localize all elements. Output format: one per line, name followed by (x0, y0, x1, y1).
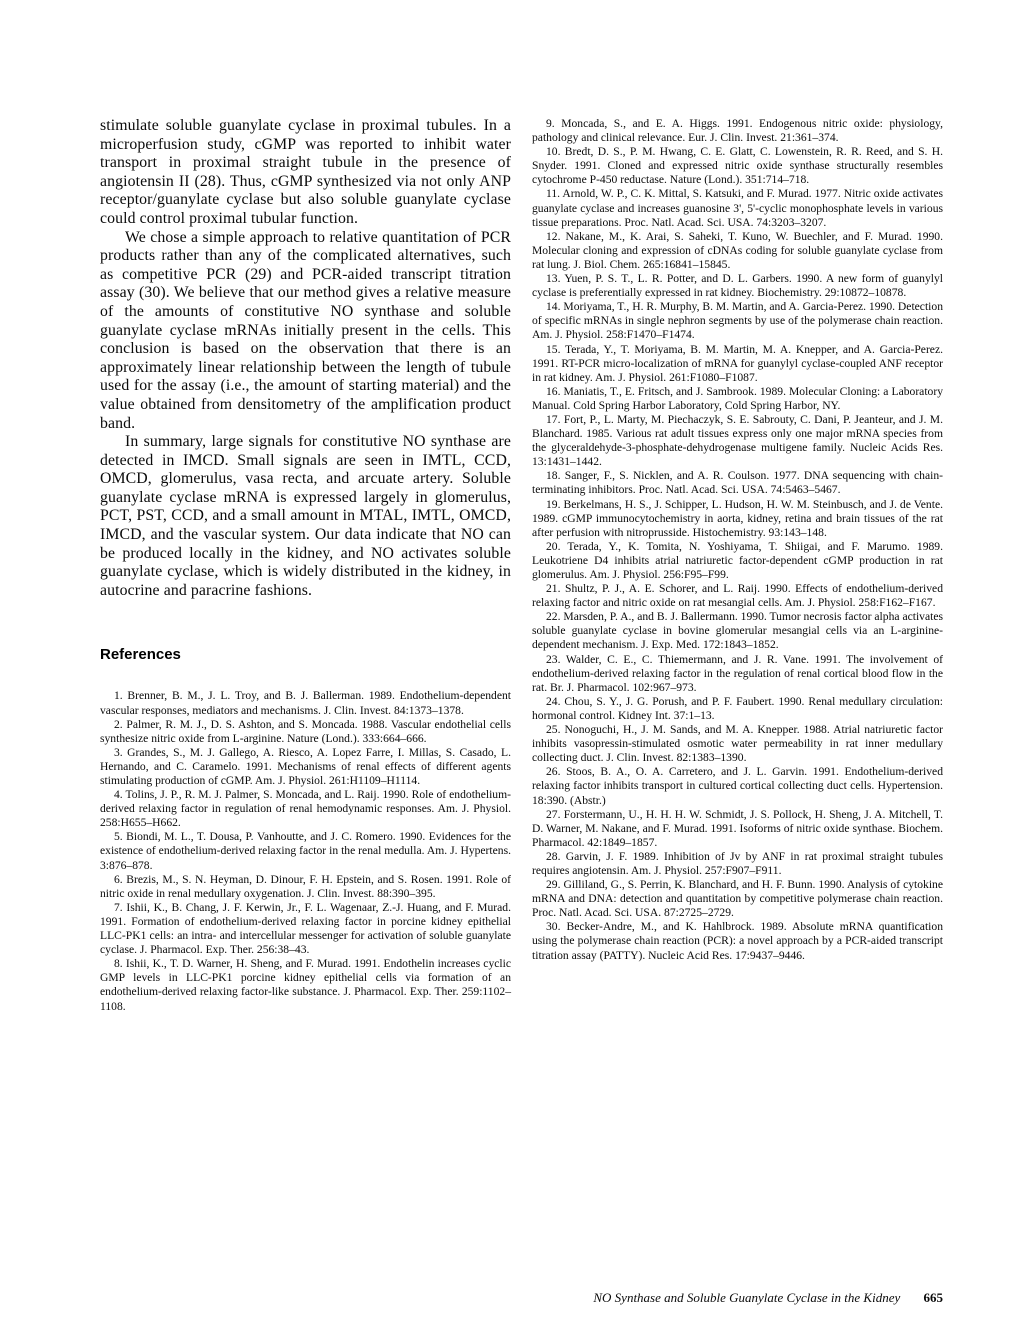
reference-item: 22. Marsden, P. A., and B. J. Ballermann. 1990. Tumor necrosis factor alpha activates soluble guanylate cyclase in bovine glomerular mesangial cells via an L-arginine-dependent mechanism. J. Exp. Med. 172:1843–1852. (532, 610, 943, 652)
reference-item: 15. Terada, Y., T. Moriyama, B. M. Martin, M. A. Knepper, and A. Garcia-Perez. 1991. RT-PCR micro-localization of mRNA for guanylyl cyclase-coupled ANF receptor in rat kidney. Am. J. Physiol. 261:F1080–F1087. (532, 342, 943, 384)
reference-item: 2. Palmer, R. M. J., D. S. Ashton, and S. Moncada. 1988. Vascular endothelial cells synthesize nitric oxide from L-arginine. Nature (Lond.). 333:664–666. (100, 717, 511, 745)
reference-item: 14. Moriyama, T., H. R. Murphy, B. M. Martin, and A. Garcia-Perez. 1990. Detection of specific mRNAs in single nephron segments by use of the polymerase chain reaction. Am. J. Physiol. 258:F1470–F1474. (532, 300, 943, 342)
reference-item: 20. Terada, Y., K. Tomita, N. Yoshiyama, T. Shiigai, and F. Marumo. 1989. Leukotriene D4 inhibits atrial natriuretic factor-dependent cGMP production in rat glomerulus. Am. J. Physiol. 256:F95–F99. (532, 539, 943, 581)
reference-item: 25. Nonoguchi, H., J. M. Sands, and M. A. Knepper. 1988. Atrial natriuretic factor inhibits vasopressin-stimulated osmotic water permeability in rat inner medullary collecting duct. J. Clin. Invest. 82:1383–1390. (532, 723, 943, 765)
reference-item: 17. Fort, P., L. Marty, M. Piechaczyk, S. E. Sabrouty, C. Dani, P. Jeanteur, and J. M. Blanchard. 1985. Various rat adult tissues express only one major mRNA species from the glyceraldehyde-3-phosphate-dehydrogenase multigene family. Nucleic Acids Res. 13:1431–1442. (532, 412, 943, 469)
reference-item: 7. Ishii, K., B. Chang, J. F. Kerwin, Jr., F. L. Wagenaar, Z.-J. Huang, and F. Murad. 1991. Formation of endothelium-derived relaxing factor in porcine kidney epithelial LLC-PK1 cells: an intra- and intercellular messenger for activation of soluble guanylate cyclase. J. Pharmacol. Exp. Ther. 256:38–43. (100, 900, 511, 957)
reference-item: 30. Becker-Andre, M., and K. Hahlbrock. 1989. Absolute mRNA quantification using the polymerase chain reaction (PCR): a novel approach by a PCR-aided transcript titration assay (PATTY). Nucleic Acid Res. 17:9437–9446. (532, 920, 943, 962)
reference-item: 5. Biondi, M. L., T. Dousa, P. Vanhoutte, and J. C. Romero. 1990. Evidences for the existence of endothelium-derived relaxing factor in the renal medulla. Am. J. Hypertens. 3:876–878. (100, 830, 511, 872)
discussion-text (100, 117, 511, 600)
reference-item: 6. Brezis, M., S. N. Heyman, D. Dinour, F. H. Epstein, and S. Rosen. 1991. Role of nitric oxide in renal medullary oxygenation. J. Clin. Invest. 88:390–395. (100, 872, 511, 900)
reference-item: 12. Nakane, M., K. Arai, S. Saheki, T. Kuno, W. Buechler, and F. Murad. 1990. Molecular cloning and expression of cDNAs coding for soluble guanylate cyclase from rat lung. J. Biol. Chem. 265:16841–15845. (532, 229, 943, 271)
reference-item: 26. Stoos, B. A., O. A. Carretero, and J. L. Garvin. 1991. Endothelium-derived relaxing factor inhibits transport in cultured cortical collecting duct cells. Hypertension. 18:390. (Abstr.) (532, 765, 943, 807)
reference-item: 27. Forstermann, U., H. H. H. W. Schmidt, J. S. Pollock, H. Sheng, J. A. Mitchell, T. D. Warner, M. Nakane, and F. Murad. 1991. Isoforms of nitric oxide synthase. Biochem. Pharmacol. 42:1849–1857. (532, 807, 943, 849)
right-column (532, 117, 943, 1014)
reference-item: 10. Bredt, D. S., P. M. Hwang, C. E. Glatt, C. Lowenstein, R. R. Reed, and S. H. Snyder. 1991. Cloned and expressed nitric oxide synthase structurally resembles cytochrome P-450 reductase. Nature (Lond.). 351:714–718. (532, 145, 943, 187)
reference-item: 19. Berkelmans, H. S., J. Schipper, L. Hudson, H. W. M. Steinbusch, and J. de Vente. 1989. cGMP immunocytochemistry in aorta, kidney, retina and brain tissues of the rat after perfusion with nitroprusside. Histochemistry. 93:143–148. (532, 497, 943, 539)
reference-item: 8. Ishii, K., T. D. Warner, H. Sheng, and F. Murad. 1991. Endothelin increases cyclic GMP levels in LLC-PK1 porcine kidney epithelial cells via formation of an endothelium-derived relaxing factor-like substance. J. Pharmacol. Exp. Ther. 259:1102–1108. (100, 957, 511, 1013)
reference-item: 11. Arnold, W. P., C. K. Mittal, S. Katsuki, and F. Murad. 1977. Nitric oxide activates guanylate cyclase and increases guanosine 3', 5'-cyclic monophosphate levels in various tissue preparations. Proc. Natl. Acad. Sci. USA. 74:3203–3207. (532, 187, 943, 229)
body-paragraph: We chose a simple approach to relative quantitation of PCR products rather than any of the complicated alternatives, such as competitive PCR (29) and PCR-aided transcript titration assay (30). We believe that our method gives a relative measure of the amounts of constitutive NO synthase and soluble guanylate cyclase mRNAs initially present in the cells. This conclusion is based on the observation that there is an approximately linear relationship between the length of tubule used for the assay (i.e., the amount of starting material) and the value obtained from densitometry of the amplification product band. (100, 228, 511, 432)
references-list-left (100, 689, 511, 1013)
reference-item: 29. Gilliland, G., S. Perrin, K. Blanchard, and H. F. Bunn. 1990. Analysis of cytokine mRNA and DNA: detection and quantitation by competitive polymerase chain reaction. Proc. Natl. Acad. Sci. USA. 87:2725–2729. (532, 878, 943, 920)
left-column (100, 117, 511, 1014)
references-heading: References (100, 646, 181, 664)
body-paragraph-continuation: stimulate soluble guanylate cyclase in proximal tubules. In a microperfusion study, cGMP was reported to inhibit water transport in proximal straight tubule in the presence of angiotensin II (28). Thus, cGMP synthesized via not only ANP receptor/guanylate cyclase but also soluble guanylate cyclase could control proximal tubular function. (100, 117, 511, 227)
page-footer (100, 1290, 943, 1306)
page-number: 665 (923, 1290, 943, 1305)
reference-item: 1. Brenner, B. M., J. L. Troy, and B. J. Ballerman. 1989. Endothelium-dependent vascular responses, mediators and mechanisms. J. Clin. Invest. 84:1373–1378. (100, 689, 511, 717)
reference-item: 9. Moncada, S., and E. A. Higgs. 1991. Endogenous nitric oxide: physiology, pathology and clinical relevance. Eur. J. Clin. Invest. 21:361–374. (532, 117, 943, 145)
reference-item: 18. Sanger, F., S. Nicklen, and A. R. Coulson. 1977. DNA sequencing with chain-terminating inhibitors. Proc. Natl. Acad. Sci. USA. 74:5463–5467. (532, 469, 943, 497)
reference-item: 21. Shultz, P. J., A. E. Schorer, and L. Raij. 1990. Effects of endothelium-derived relaxing factor and nitric oxide on rat mesangial cells. Am. J. Physiol. 258:F162–F167. (532, 582, 943, 610)
reference-item: 16. Maniatis, T., E. Fritsch, and J. Sambrook. 1989. Molecular Cloning: a Laboratory Manual. Cold Spring Harbor Laboratory, Cold Spring Harbor, NY. (532, 384, 943, 412)
reference-item: 13. Yuen, P. S. T., L. R. Potter, and D. L. Garbers. 1990. A new form of guanylyl cyclase is preferentially expressed in rat kidney. Biochemistry. 29:10872–10878. (532, 272, 943, 300)
reference-item: 4. Tolins, J. P., R. M. J. Palmer, S. Moncada, and L. Raij. 1990. Role of endothelium-derived relaxing factor in regulation of renal hemodynamic responses. Am. J. Physiol. 258:H655–H662. (100, 788, 511, 830)
reference-item: 24. Chou, S. Y., J. G. Porush, and P. F. Faubert. 1990. Renal medullary circulation: hormonal control. Kidney Int. 37:1–13. (532, 694, 943, 722)
running-title: NO Synthase and Soluble Guanylate Cyclase in the Kidney (593, 1290, 901, 1305)
two-column-layout (100, 117, 943, 1014)
body-paragraph: In summary, large signals for constitutive NO synthase are detected in IMCD. Small signals are seen in IMTL, CCD, OMCD, glomerulus, vasa recta, and arcuate artery. Soluble guanylate cyclase mRNA is expressed largely in glomerulus, PCT, PST, CCD, and a small amount in MTAL, IMTL, OMCD, IMCD, and the vascular system. Our data indicate that NO can be produced locally in the kidney, and NO activates soluble guanylate cyclase, which is widely distributed in the kidney, in autocrine and paracrine fashions. (100, 433, 511, 599)
reference-item: 23. Walder, C. E., C. Thiemermann, and J. R. Vane. 1991. The involvement of endothelium-derived relaxing factor in the regulation of renal cortical blood flow in the rat. Br. J. Pharmacol. 102:967–973. (532, 652, 943, 694)
reference-item: 3. Grandes, S., M. J. Gallego, A. Riesco, A. Lopez Farre, I. Millas, S. Casado, L. Hernando, and C. Caramelo. 1991. Mechanisms of renal effects of different agents stimulating production of cGMP. Am. J. Physiol. 261:H1109–H1114. (100, 745, 511, 787)
references-list-right (532, 117, 943, 963)
reference-item: 28. Garvin, J. F. 1989. Inhibition of Jv by ANF in rat proximal straight tubules requires angiotensin. Am. J. Physiol. 257:F907–F911. (532, 849, 943, 877)
